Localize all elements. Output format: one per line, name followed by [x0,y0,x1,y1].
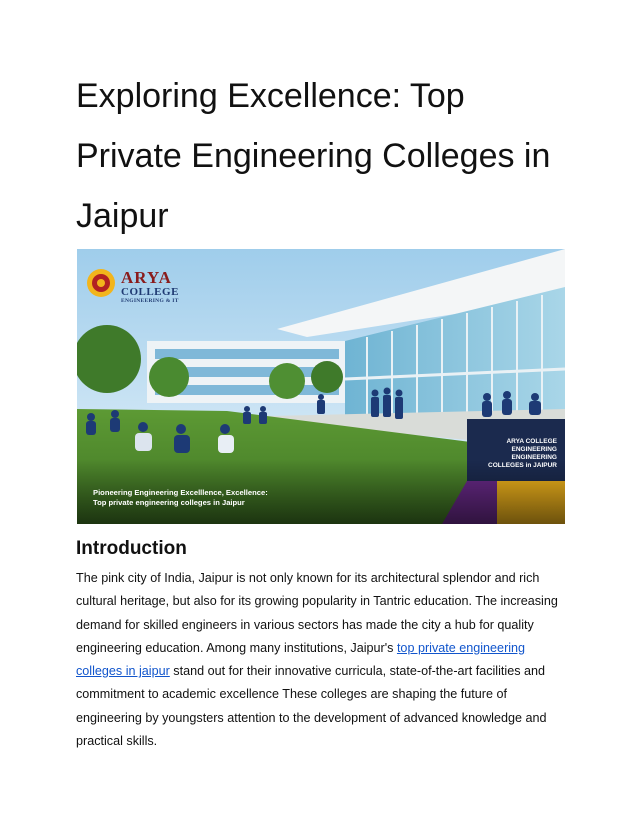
hero-image [77,249,565,524]
college-logo [121,269,179,305]
intro-text-after-link: stand out for their innovative curricula, state-of-the-art facilities and commitment to academic excellence These colleges are shaping the future of engineering by youngsters attention to the development of advanced knowledge and practical skills. [76,664,547,749]
panel-line-3: ENGINEERING [511,454,557,461]
caption-line-1: Pioneering Engineering Excelllence, Excellence: [93,488,268,497]
panel-line-1: ARYA COLLEGE [506,438,557,445]
colleges-link[interactable]: top private engineering colleges in jaipur [76,640,526,679]
logo-line-3: ENGINEERING & IT [121,298,179,304]
logo-line-2: COLLEGE [121,286,179,298]
section-heading-introduction: Introduction [76,538,187,559]
panel-line-4: COLLEGES in JAIPUR [488,462,557,469]
logo-line-1: ARYA [121,268,172,287]
hero-panel-text [477,438,557,470]
caption-line-2: Top private engineering colleges in Jaipur [93,497,245,507]
intro-text-before-link: The pink city of India, Jaipur is not only known for its architectural splendor and rich cultural heritage, but also for its growing popularity in Tantric education. The increasing demand for skilled engineers in various sectors has made the city a hub for quality engineering education. Among many institutions, Jaipur's [76,571,558,655]
hero-caption [93,488,268,507]
intro-paragraph [76,567,566,753]
page-title: Exploring Excellence: Top Private Engineering Colleges in Jaipur [76,77,551,235]
panel-line-2: ENGINEERING [511,446,557,453]
